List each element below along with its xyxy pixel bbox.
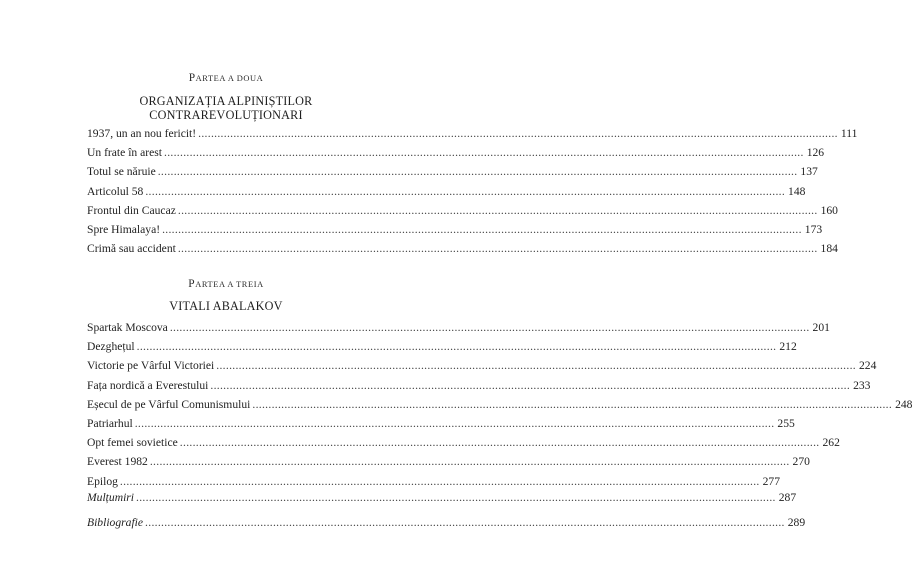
toc-entry-title: Epilog (87, 474, 118, 488)
part-two-toc (87, 124, 858, 258)
toc-dot-leader: ........................................................................................................................................................................................................ (119, 474, 760, 488)
toc-entry[interactable] (87, 414, 795, 433)
toc-entry-page: 289 (787, 516, 806, 530)
toc-entry-page: 111 (840, 127, 858, 140)
toc-entry-title: Fața nordică a Everestului (87, 378, 209, 392)
toc-entry[interactable] (87, 395, 912, 414)
toc-dot-leader: ........................................................................................................................................................................................................ (134, 416, 775, 430)
toc-entry-page: 212 (779, 340, 797, 354)
toc-entry-page: 201 (812, 321, 830, 334)
toc-dot-leader: ........................................................................................................................................................................................................ (136, 491, 776, 504)
toc-dot-leader: ........................................................................................................................................................................................................ (162, 222, 802, 236)
part-two-title-line-2: CONTRAREVOLUȚIONARI (149, 108, 303, 122)
toc-entry[interactable] (87, 337, 797, 356)
toc-entry-title: Everest 1982 (87, 455, 148, 469)
toc-entry-title: Bibliografie (87, 516, 144, 530)
toc-entry-title: Opt femei sovietice (87, 436, 178, 450)
toc-dot-leader: ........................................................................................................................................................................................................ (177, 242, 818, 256)
toc-entry-title: Spartak Moscova (87, 321, 168, 334)
toc-entry[interactable] (87, 452, 810, 471)
part-two-title-line-1: ORGANIZAȚIA ALPINIȘTILOR (139, 94, 313, 108)
part-three-title: VITALI ABALAKOV (169, 299, 283, 313)
toc-entry-page: 262 (822, 436, 840, 450)
toc-entry-page: 148 (788, 184, 806, 198)
toc-entry-title: Mulțumiri (87, 491, 135, 504)
toc-dot-leader: ........................................................................................................................................................................................................ (145, 516, 785, 530)
toc-entry-page: 184 (820, 242, 838, 256)
toc-entry[interactable] (87, 220, 823, 239)
toc-entry-page: 173 (804, 222, 823, 236)
toc-entry-title: Patriarhul (87, 416, 133, 430)
toc-dot-leader: ........................................................................................................................................................................................................ (198, 127, 838, 140)
toc-entry[interactable] (87, 182, 806, 201)
toc-entry-title: Eșecul de pe Vârful Comunismului (87, 397, 251, 411)
toc-entry[interactable] (87, 124, 858, 143)
toc-entry[interactable] (87, 433, 840, 452)
part-three-toc (87, 318, 912, 491)
toc-entry[interactable] (87, 488, 797, 507)
toc-entry-page: 287 (778, 491, 797, 504)
toc-dot-leader: ........................................................................................................................................................................................................ (252, 397, 893, 411)
toc-entry[interactable] (87, 318, 830, 337)
toc-entry-title: Totul se năruie (87, 165, 156, 179)
toc-dot-leader: ........................................................................................................................................................................................................ (164, 146, 804, 160)
toc-entry[interactable] (87, 201, 838, 220)
toc-entry-title: Dezghețul (87, 340, 135, 354)
toc-entry-title: Spre Himalaya! (87, 222, 161, 236)
toc-entry-page: 126 (806, 146, 825, 160)
toc-entry[interactable] (87, 143, 825, 162)
part-two-label: PARTEA A DOUA (188, 72, 264, 84)
toc-entry-page: 224 (858, 359, 877, 373)
toc-dot-leader: ........................................................................................................................................................................................................ (177, 203, 818, 217)
toc-dot-leader: ........................................................................................................................................................................................................ (145, 184, 786, 198)
back-matter-toc (87, 488, 806, 532)
toc-entry-title: Victorie pe Vârful Victoriei (87, 359, 215, 373)
toc-entry-page: 270 (792, 455, 810, 469)
toc-entry-title: Frontul din Caucaz (87, 203, 176, 217)
toc-entry[interactable] (87, 162, 818, 181)
toc-entry-page: 248 (895, 397, 912, 411)
toc-entry[interactable] (87, 376, 871, 395)
toc-dot-leader: ........................................................................................................................................................................................................ (169, 321, 810, 334)
toc-entry[interactable] (87, 239, 838, 258)
toc-entry-page: 277 (762, 474, 780, 488)
toc-dot-leader: ........................................................................................................................................................................................................ (216, 359, 856, 373)
toc-entry-title: Un frate în arest (87, 146, 163, 160)
toc-entry-page: 160 (820, 203, 838, 217)
toc-entry-page: 233 (853, 378, 871, 392)
toc-dot-leader: ........................................................................................................................................................................................................ (210, 378, 851, 392)
toc-entry[interactable] (87, 356, 877, 375)
toc-dot-leader: ........................................................................................................................................................................................................ (157, 165, 798, 179)
toc-dot-leader: ........................................................................................................................................................................................................ (136, 340, 777, 354)
toc-entry-title: Articolul 58 (87, 184, 144, 198)
toc-entry-title: Crimă sau accident (87, 242, 176, 256)
toc-entry-page: 255 (777, 416, 795, 430)
toc-entry[interactable] (87, 513, 806, 532)
part-three-label: PARTEA A TREIA (188, 278, 264, 290)
toc-entry-page: 137 (800, 165, 818, 179)
toc-entry-title: 1937, un an nou fericit! (87, 127, 197, 140)
toc-dot-leader: ........................................................................................................................................................................................................ (149, 455, 790, 469)
toc-dot-leader: ........................................................................................................................................................................................................ (179, 436, 820, 450)
